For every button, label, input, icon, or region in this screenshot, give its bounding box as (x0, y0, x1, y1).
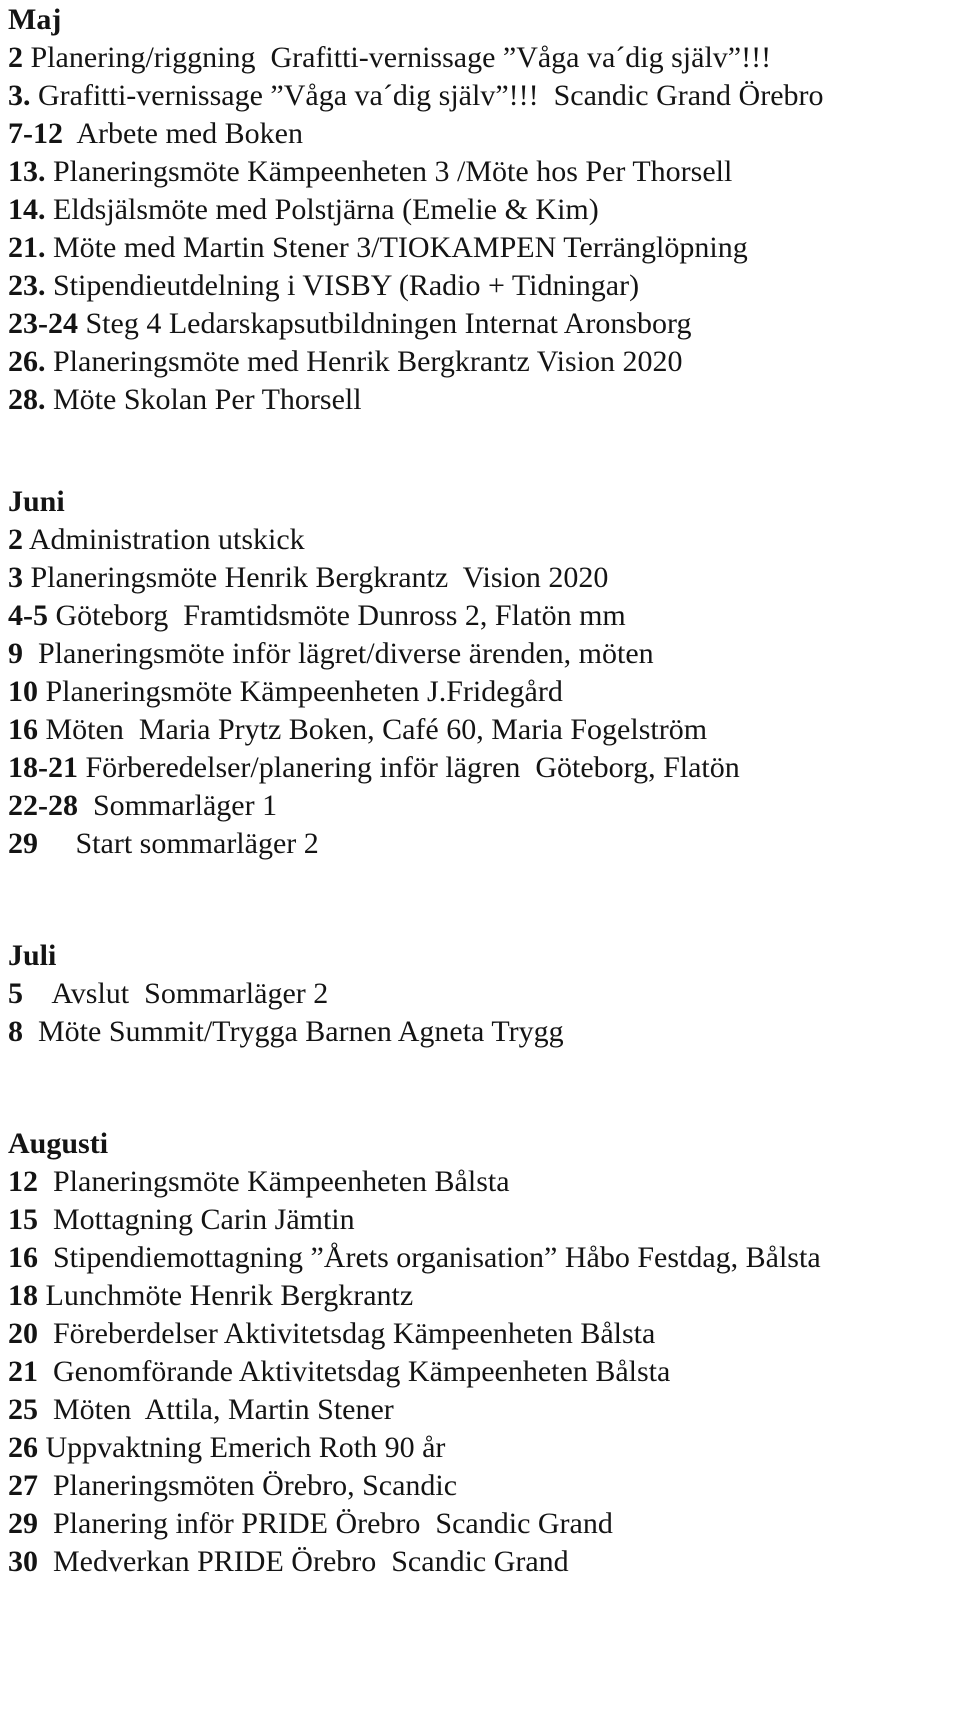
schedule-entry (8, 1390, 394, 1430)
schedule-entry (8, 228, 748, 268)
schedule-entry (8, 76, 824, 116)
entry-text: Planeringsmöte Kämpeenheten 3 /Möte hos Per Thorsell (45, 155, 733, 188)
entry-day: 26. (8, 345, 46, 378)
schedule-entry (8, 342, 683, 382)
entry-day: 5 (8, 977, 23, 1010)
entry-text: Administration utskick (23, 523, 305, 556)
schedule-entry (8, 114, 303, 154)
entry-day: 29 (8, 827, 38, 860)
entry-text: Möten Attila, Martin Stener (38, 1393, 394, 1426)
entry-day: 3. (8, 79, 31, 112)
entry-day: 15 (8, 1203, 38, 1236)
entry-text: Medverkan PRIDE Örebro Scandic Grand (38, 1545, 569, 1578)
schedule-entry (8, 634, 654, 674)
entry-day: 16 (8, 1241, 38, 1274)
schedule-entry (8, 1200, 355, 1240)
entry-day: 14. (8, 193, 46, 226)
schedule-entry (8, 380, 362, 420)
schedule-entry (8, 1504, 613, 1544)
entry-day: 2 (8, 523, 23, 556)
entry-day: 20 (8, 1317, 38, 1350)
entry-text: Stipendieutdelning i VISBY (Radio + Tidningar) (45, 269, 640, 302)
entry-day: 22-28 (8, 789, 78, 822)
section-heading-juni: Juni (8, 485, 65, 518)
entry-day: 27 (8, 1469, 38, 1502)
entry-text: Arbete med Boken (63, 117, 303, 150)
entry-day: 18 (8, 1279, 38, 1312)
entry-day: 25 (8, 1393, 38, 1426)
entry-text: Planeringsmöte Henrik Bergkrantz Vision 2020 (23, 561, 609, 594)
entry-day: 16 (8, 713, 38, 746)
schedule-entry (8, 596, 626, 636)
schedule-entry (8, 304, 692, 344)
entry-text: Genomförande Aktivitetsdag Kämpeenheten Bålsta (38, 1355, 671, 1388)
schedule-entry (8, 1276, 413, 1316)
entry-text: Steg 4 Ledarskapsutbildningen Internat Aronsborg (78, 307, 692, 340)
entry-text: Möte med Martin Stener 3/TIOKAMPEN Terränglöpning (45, 231, 748, 264)
entry-day: 3 (8, 561, 23, 594)
entry-day: 30 (8, 1545, 38, 1578)
entry-text: Planeringsmöte inför lägret/diverse ärenden, möten (23, 637, 654, 670)
entry-day: 9 (8, 637, 23, 670)
entry-text: Mottagning Carin Jämtin (38, 1203, 355, 1236)
schedule-entry (8, 266, 639, 306)
schedule-entry (8, 1542, 569, 1582)
entry-day: 7-12 (8, 117, 63, 150)
schedule-entry (8, 710, 707, 750)
entry-text: Planering/riggning Grafitti-vernissage ”Våga va´dig själv”!!! (23, 41, 772, 74)
entry-day: 12 (8, 1165, 38, 1198)
entry-text: Möte Summit/Trygga Barnen Agneta Trygg (23, 1015, 564, 1048)
section-heading-juli: Juli (8, 939, 57, 972)
schedule-entry (8, 748, 740, 788)
schedule-entry (8, 1466, 457, 1506)
entry-text: Planeringsmöte med Henrik Bergkrantz Vision 2020 (45, 345, 683, 378)
schedule-entry (8, 190, 599, 230)
schedule-entry (8, 1162, 510, 1202)
entry-day: 4-5 (8, 599, 48, 632)
schedule-entry (8, 1012, 564, 1052)
entry-day: 13. (8, 155, 46, 188)
schedule-entry (8, 152, 732, 192)
schedule-entry (8, 1428, 445, 1468)
entry-text: Lunchmöte Henrik Bergkrantz (38, 1279, 414, 1312)
entry-day: 28. (8, 383, 46, 416)
entry-text: Start sommarläger 2 (38, 827, 319, 860)
entry-text: Planeringsmöte Kämpeenheten Bålsta (38, 1165, 510, 1198)
schedule-entry (8, 974, 328, 1014)
entry-text: Möte Skolan Per Thorsell (45, 383, 362, 416)
entry-day: 18-21 (8, 751, 78, 784)
schedule-entry (8, 672, 563, 712)
entry-day: 26 (8, 1431, 38, 1464)
entry-day: 21. (8, 231, 46, 264)
schedule-entry (8, 1314, 655, 1354)
schedule-entry (8, 38, 771, 78)
section-heading-augusti: Augusti (8, 1127, 109, 1160)
entry-text: Eldsjälsmöte med Polstjärna (Emelie & Kim) (45, 193, 599, 226)
entry-day: 29 (8, 1507, 38, 1540)
entry-day: 2 (8, 41, 23, 74)
entry-text: Sommarläger 1 (78, 789, 278, 822)
schedule-entry (8, 1352, 670, 1392)
entry-text: Göteborg Framtidsmöte Dunross 2, Flatön mm (48, 599, 626, 632)
schedule-entry (8, 1238, 821, 1278)
entry-text: Avslut Sommarläger 2 (23, 977, 329, 1010)
entry-text: Möten Maria Prytz Boken, Café 60, Maria Fogelström (38, 713, 708, 746)
entry-text: Stipendiemottagning ”Årets organisation” Håbo Festdag, Bålsta (38, 1241, 821, 1274)
schedule-entry (8, 520, 305, 560)
entry-day: 23. (8, 269, 46, 302)
entry-text: Föreberdelser Aktivitetsdag Kämpeenheten Bålsta (38, 1317, 656, 1350)
entry-text: Uppvaktning Emerich Roth 90 år (38, 1431, 446, 1464)
schedule-entry (8, 824, 319, 864)
entry-text: Grafitti-vernissage ”Våga va´dig själv”!!! Scandic Grand Örebro (30, 79, 824, 112)
entry-text: Planeringsmöten Örebro, Scandic (38, 1469, 458, 1502)
entry-day: 23-24 (8, 307, 78, 340)
section-heading-maj: Maj (8, 3, 62, 36)
entry-day: 10 (8, 675, 38, 708)
entry-text: Förberedelser/planering inför lägren Göteborg, Flatön (78, 751, 740, 784)
entry-day: 21 (8, 1355, 38, 1388)
schedule-entry (8, 786, 277, 826)
schedule-entry (8, 558, 608, 598)
entry-text: Planeringsmöte Kämpeenheten J.Fridegård (38, 675, 563, 708)
entry-text: Planering inför PRIDE Örebro Scandic Grand (38, 1507, 613, 1540)
entry-day: 8 (8, 1015, 23, 1048)
